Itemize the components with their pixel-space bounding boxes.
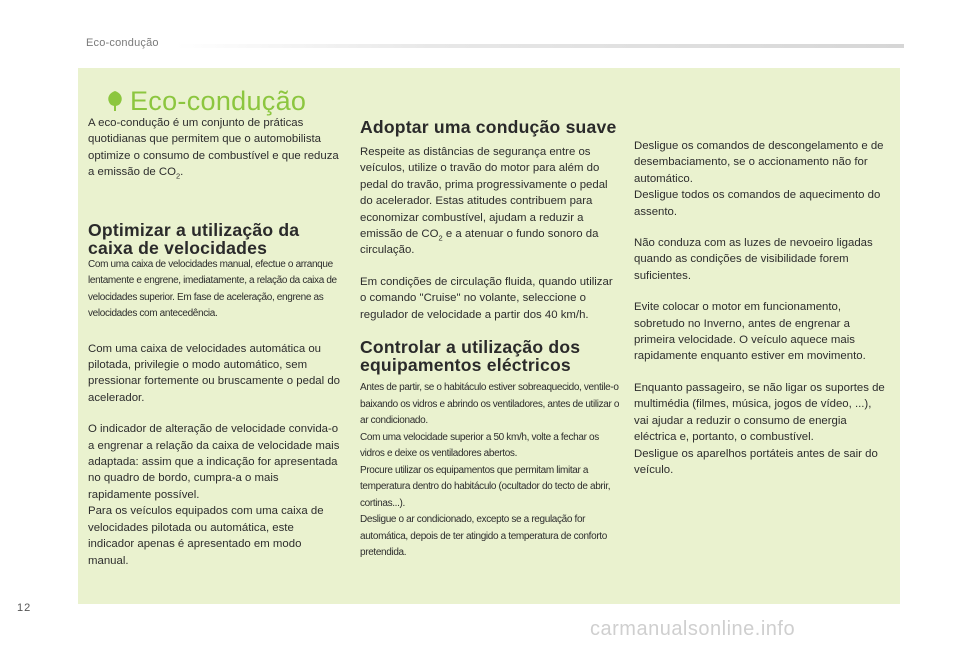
paragraph-unplug-devices: Desligue os aparelhos portáteis antes de sair do veículo.	[634, 447, 878, 476]
paragraph-gear-indicator-2: Para os veículos equipados com uma caixa de velocidades pilotada ou automática, este indicador apenas é apresentado em modo manual.	[88, 505, 324, 567]
header-rule	[176, 44, 904, 48]
paragraph-equipment-4: Desligue o ar condicionado, excepto se a regulação for automática, depois de ter atingido a temperatura de conforto pretendida.	[360, 514, 607, 559]
column-right	[634, 138, 889, 478]
paragraph-seat-heating: Desligue todos os comandos de aquecimento do assento.	[634, 189, 881, 218]
section-heading	[106, 85, 306, 117]
paragraph-engine-idle: Evite colocar o motor em funcionamento, sobretudo no Inverno, antes de engrenar a primeira velocidade. O veículo aquece mais rapidamente enquanto estiver em movimento.	[634, 301, 866, 363]
paragraph-gear-indicator: O indicador de alteração de velocidade convida-o a engrenar a relação da caixa de velocidade mais adaptada: assim que a indicação for apresentada no quadro de bordo, cumpra-a o mais rapidamente possível.	[88, 423, 340, 501]
paragraph-auto-gearbox: Com uma caixa de velocidades automática ou pilotada, privilegie o modo automático, sem pressionar fortemente ou bruscamente o pedal do acelerador.	[88, 342, 341, 404]
paragraph-manual-gearbox: Com uma caixa de velocidades manual, efectue o arranque lentamente e engrene, imediatamente, a relação da caixa de velocidades superior. Em fase de aceleração, engrene as velocidades com antecedência.	[88, 258, 337, 320]
paragraph-fog-lights: Não conduza com as luzes de nevoeiro ligadas quando as condições de visibilidade forem suficientes.	[634, 237, 873, 282]
intro-paragraph: A eco-condução é um conjunto de práticas quotidianas que permitem que o automobilista optimize o consumo de combustível e que reduza a emissão de $CO_2$.	[88, 117, 339, 181]
heading-gearbox: Optimizar a utilização da caixa de velocidades	[88, 219, 300, 258]
paragraph-cruise: Em condições de circulação fluida, quando utilizar o comando "Cruise" no volante, seleccione o regulador de velocidade a partir dos 40 km/h.	[360, 275, 613, 321]
paragraph-equipment-3: Procure utilizar os equipamentos que permitam limitar a temperatura dentro do habitáculo (ocultador do tecto de abrir, cortinas...).	[360, 464, 611, 509]
heading-electrical-equipment: Controlar a utilização dos equipamentos eléctricos	[360, 337, 581, 376]
leaf-icon	[106, 90, 124, 112]
paragraph-equipment-1: Antes de partir, se o habitáculo estiver sobreaquecido, ventile-o baixando os vidros e abrindo os ventiladores, antes de utilizar o ar condicionado.	[360, 382, 620, 427]
paragraph-multimedia: Enquanto passageiro, se não ligar os suportes de multimédia (filmes, música, jogos de vídeo, ...), vai ajudar a reduzir o consumo de energia eléctrica e, portanto, o combustível.	[634, 381, 885, 444]
column-middle	[360, 118, 622, 562]
section-title: Eco-condução	[130, 85, 307, 116]
paragraph-defrost: Desligue os comandos de descongelamento e de desembaciamento, se o accionamento não for automático.	[634, 140, 884, 185]
page-number: 12	[17, 602, 32, 614]
paragraph-smooth-driving: Respeite as distâncias de segurança entre os veículos, utilize o travão do motor para além do pedal do travão, prima progressivamente o pedal do acelerador. Estas atitudes contribuem para economizar combustível, ajudam a reduzir a emissão de $CO_2$ e a atenuar o fundo sonoro da circulação.	[360, 146, 608, 257]
heading-smooth-driving: Adoptar uma condução suave	[360, 117, 617, 137]
paragraph-equipment-2: Com uma velocidade superior a 50 km/h, volte a fechar os vidros e deixe os ventiladores abertos.	[360, 431, 599, 460]
watermark: carmanualsonline.info	[590, 618, 796, 640]
column-left	[88, 115, 343, 569]
header-title: Eco-condução	[86, 37, 159, 49]
